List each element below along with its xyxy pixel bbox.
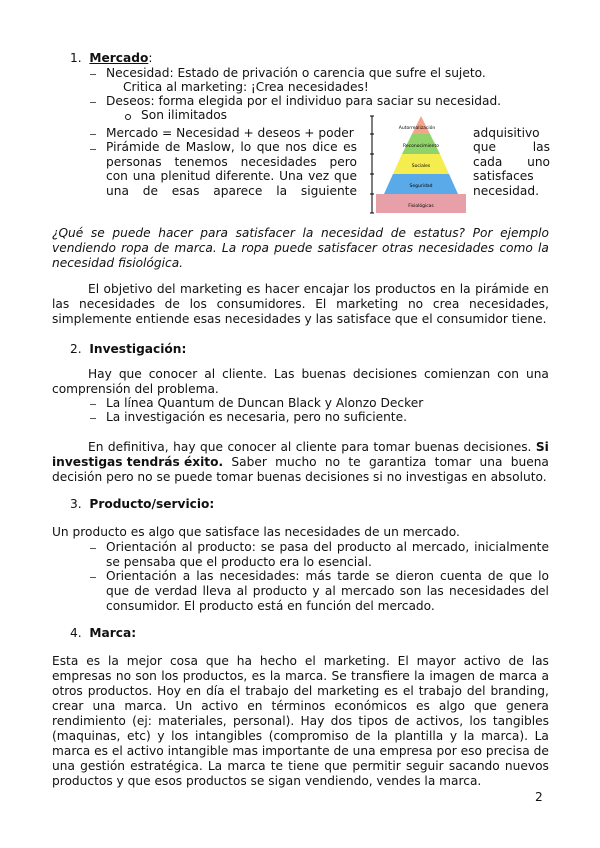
maslow-line: una de esas aparece la siguiente: [106, 183, 357, 198]
maslow-line: con una plenitud diferente. Una vez que: [106, 169, 357, 183]
text-line: consumidor. El producto está en función del mercado.: [106, 599, 435, 613]
critica-text: Critica al marketing: ¡Crea necesidades!: [123, 80, 369, 94]
deseos-text: Deseos: forma elegida por el individuo para saciar su necesidad.: [106, 94, 502, 108]
producto-intro: Un producto es algo que satisface las necesidades de un mercado.: [52, 525, 460, 539]
heading-investigacion: 2. Investigación:: [70, 342, 187, 356]
pyramid-label: Sociales: [411, 164, 431, 169]
text-line: Orientación al producto: se pasa del producto al mercado, inicialmente: [106, 540, 549, 554]
heading-marca: 4. Marca:: [70, 626, 137, 640]
maslow-line: satisfaces: [473, 169, 534, 183]
text-line: se pensaba que el producto era lo esencial.: [106, 555, 372, 569]
definitiva-line: investigas tendrás éxito. Saber mucho no te garantiza tomar una buena: [52, 455, 549, 469]
text-line: El objetivo del marketing es hacer encajar los productos en la pirámide en: [88, 282, 549, 296]
bullet-dash: [90, 418, 96, 419]
text-line: una gestión estratégica. La marca te tiene que permitir seguir sacando nuevos: [52, 759, 549, 773]
maslow-line: necesidad.: [473, 183, 539, 198]
formula-text: Mercado = Necesidad + deseos + poder: [106, 126, 354, 140]
text-line: rendimiento (ej: materiales, personal). Hay dos tipos de activos, los tangibles: [52, 714, 549, 728]
text-line: que de verdad lleva al producto y al mercado son las necesidades del: [106, 584, 549, 598]
text-line: empresas no son los productos, es la marca. Se transfiere la imagen de marca a: [52, 669, 549, 683]
pyramid-level-autorrealizacion: [412, 116, 430, 134]
text-line: las necesidades de los consumidores. El marketing no crea necesidades,: [52, 297, 549, 311]
text-line: (maquinas, etc) y los intangibles (compromiso de la plantilla y la marca). La: [52, 729, 549, 743]
heading-mercado: 1. Mercado:: [70, 51, 153, 65]
text-line: crear una marca. Un activo en términos económicos es algo que genera: [52, 699, 549, 713]
maslow-line: Pirámide de Maslow, lo que nos dice es: [106, 140, 357, 154]
investigacion-bullet: La investigación es necesaria, pero no suficiente.: [106, 410, 407, 424]
text-line: necesidad fisiológica.: [52, 256, 184, 270]
bullet-dash: [90, 577, 96, 578]
text-line: Hay que conocer al cliente. Las buenas decisiones comienzan con una: [88, 367, 549, 381]
pyramid-label: Seguridad: [409, 184, 433, 189]
pyramid-label: Autorrealización: [398, 126, 436, 131]
bullet-dash: [90, 404, 96, 405]
ilimitados-text: Son ilimitados: [141, 108, 227, 122]
text-line: vendiendo ropa de marca. La ropa puede satisfacer otras necesidades como la: [52, 241, 549, 255]
text-line: productos y que esos productos se sigan vendiendo, vendes la marca.: [52, 774, 482, 788]
maslow-line: que las: [473, 140, 550, 154]
text-line: otros productos. Hoy en día el trabajo del marketing es el trabajo del branding,: [52, 684, 549, 698]
necesidad-text: Necesidad: Estado de privación o carencia que sufre el sujeto.: [106, 66, 486, 80]
bullet-dash: [90, 548, 96, 549]
text-line: ¿Qué se puede hacer para satisfacer la necesidad de estatus? Por ejemplo: [52, 226, 549, 240]
quantum-bullet: La línea Quantum de Duncan Black y Alonzo Decker: [106, 396, 424, 410]
text-line: marca es el activo intangible mas importante de una empresa por eso precisa de: [52, 744, 549, 758]
text-line: simplemente entiende esas necesidades y las satisface que el consumidor tiene.: [52, 312, 547, 326]
maslow-line: personas tenemos necesidades pero: [106, 154, 357, 169]
text-line: Esta es la mejor cosa que ha hecho el marketing. El mayor activo de las: [52, 654, 549, 668]
definitiva-line: decisión pero no se puede tomar buenas decisiones si no investigas en absoluto.: [52, 470, 547, 484]
text-line: Orientación a las necesidades: más tarde se dieron cuenta de que lo: [106, 569, 549, 583]
circle-bullet: [125, 114, 131, 120]
formula-right-text: adquisitivo: [473, 126, 540, 140]
pyramid-label: Fisiológicas: [408, 204, 434, 209]
bullet-dash: [90, 134, 96, 135]
definitiva-line: En definitiva, hay que conocer al cliente para tomar buenas decisiones. Si: [88, 440, 549, 454]
bullet-dash: [90, 74, 96, 75]
bullet-dash: [90, 102, 96, 103]
heading-producto: 3. Producto/servicio:: [70, 497, 215, 511]
pyramid-label: Reconocimiento: [402, 144, 440, 149]
maslow-pyramid: [366, 114, 467, 215]
text-line: comprensión del problema.: [52, 382, 219, 396]
bullet-dash: [90, 149, 96, 150]
maslow-line: cada uno: [473, 154, 550, 169]
page-number: 2: [535, 790, 543, 804]
